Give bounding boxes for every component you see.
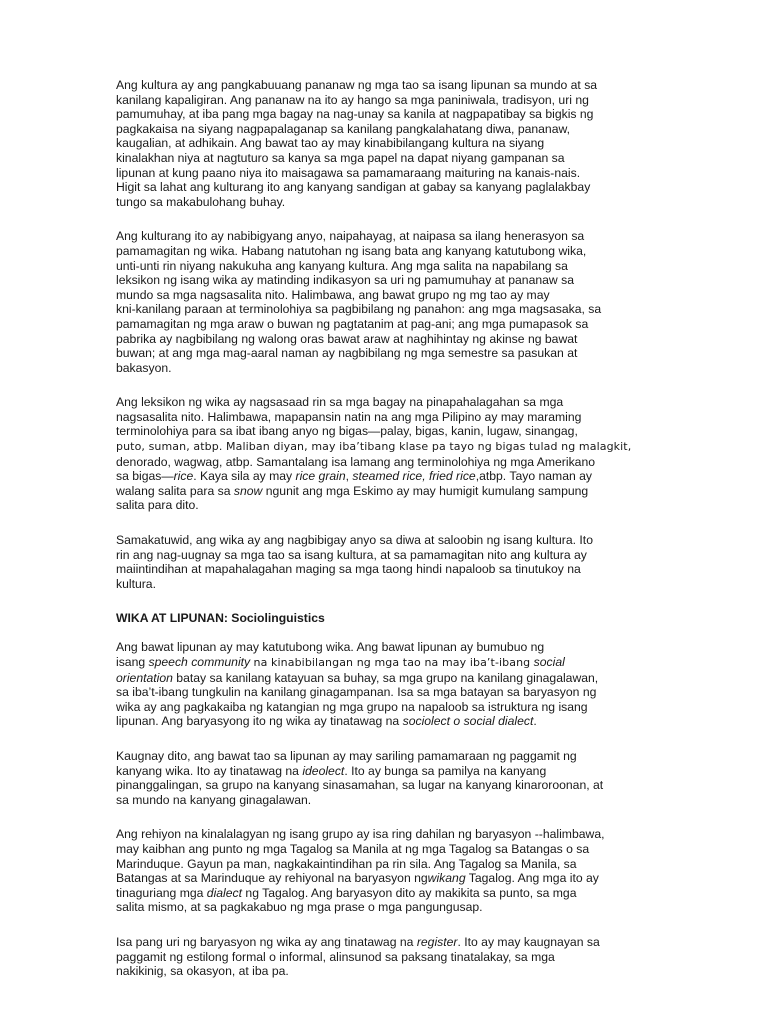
text-run: denorado, wagwag, atbp. Samantalang isa lamang ang terminolohiya ng mga Amerikano sa bigas— (116, 454, 595, 484)
italic-term: register (416, 934, 458, 949)
paragraph-rehiyon (116, 827, 658, 915)
text-run: ngunit ang mga Eskimo ay may humigit kumulang sampung salita para dito. (116, 483, 589, 513)
text-run: Isa pang uri ng baryasyon ng wika ay ang tinatawag na (116, 934, 417, 949)
paragraph-lipunan (116, 640, 658, 729)
italic-term: wikang (427, 871, 466, 886)
text-run: Ang rehiyon na kinalalagyan ng isang grupo ay isa ring dahilan ng baryasyon --halimbawa, may kaibhan ang punto ng mga Tagalog sa Manila at ng mga Tagalog sa Batangas o sa Marinduque. Gayun pa man, nagkakaintindihan pa rin sila. Ang Tagalog sa Manila, sa Batangas at sa Marinduque ay rehiyonal na baryasyon ng (116, 827, 605, 886)
text-run: batay sa kanilang katayuan sa buhay, sa mga grupo na kanilang ginagalawan, sa iba’t-ibang tungkulin na kanilang ginagampanan. Isa sa mga batayan sa baryasyon ng wika ay ang pagkakaiba ng katangian ng mga grupo na napaloob sa istruktura ng isang lipunan. Ang baryasyong ito ng wika ay tinatawag na (116, 670, 599, 729)
text-run: , (345, 469, 353, 484)
text-run: Kaugnay dito, ang bawat tao sa lipunan ay may sariling pamamaraan ng paggamit ng kanyang wika. Ito ay tinatawag na (116, 748, 577, 778)
paragraph-samakatuwid: Samakatuwid, ang wika ay ang nagbibigay anyo sa diwa at saloobin ng isang kultura. Ito rin ang nag-uugnay sa mga tao sa isang kultura, at sa pamamagitan nito ang kultura ay maiintindihan at mapahalagahan maging sa mga taong hindi napaloob sa tinutukoy na kultura. (116, 533, 593, 591)
text-run: ng Tagalog. Ang baryasyon dito ay makikita sa punto, sa mga salita mismo, at sa pagkakabuo ng mga prase o mga pangungusap. (116, 885, 577, 915)
text-run: . Ito ay may kaugnayan sa paggamit ng estilong formal o informal, alinsunod sa paksang tinatalakay, sa mga nakikinig, sa okasyon, at iba pa. (116, 934, 600, 979)
italic-term: social orientation (116, 655, 565, 685)
italic-term: speech community (148, 655, 251, 669)
italic-term: dialect (206, 885, 243, 900)
text-run: . Ito ay bunga sa pamilya na kanyang pinanggalingan, sa grupo na kanyang sinasamahan, sa lugar na kanyang kinaroroonan, at sa mundo na kanyang ginagalawan. (116, 763, 604, 807)
italic-term: sociolect o social dialect (402, 714, 534, 729)
italic-term: rice grain (295, 469, 346, 484)
paragraph-ideolect (116, 749, 658, 807)
italic-term: ideolect (302, 763, 345, 778)
text-run: Ang bawat lipunan ay may katutubong wika. Ang bawat lipunan ay bumubuo ng isang (116, 640, 545, 669)
text-run-alt-font: na kinabibilangan ng mga tao na may iba’t-ibang (253, 656, 531, 669)
text-run: . Kaya sila ay may (193, 469, 296, 484)
italic-term: rice (173, 469, 194, 484)
paragraph-leksikon (116, 395, 658, 513)
paragraph-register (116, 935, 658, 979)
paragraph-wika-kultura: Ang kulturang ito ay nabibigyang anyo, naipahayag, at naipasa sa ilang henerasyon sa pamamagitan ng wika. Habang natutohan ng isang bata ang kanyang katutubong wika, unti-unti rin niyang nakukuha ang kanyang kultura. Ang mga salita na napabilang sa leksikon ng isang wika ay matinding indikasyon sa uri ng pamumuhay at pananaw sa mundo sa mga nagsasalita nito. Halimbawa, ang bawat grupo ng mg tao ay may kni-kanilang paraan at terminolohiya sa pagbibilang ng panahon: ang mga magsasaka, sa pamamagitan ng mga araw o buwan ng pagtatanim at pag-ani; ang mga pumapasok sa pabrika ay nagbibilang ng walong oras bawat araw at naghihintay ng akinse ng bawat buwan; at ang mga mag-aaral naman ay nagbibilang ng mga semestre sa pasukan at bakasyon. (116, 229, 602, 375)
section-heading: WIKA AT LIPUNAN: Sociolinguistics (116, 611, 325, 626)
italic-term: snow (233, 483, 263, 498)
text-run: Ang leksikon ng wika ay nagsasaad rin sa mga bagay na pinapahalagahan sa mga nagsasalita nito. Halimbawa, mapapansin natin na ang mga Pilipino ay may maraming terminolohiya para sa ibat ibang anyo ng bigas—palay, bigas, kanin, lugaw, sinangag, (116, 395, 582, 439)
italic-term: steamed rice, fried rice (352, 469, 476, 484)
text-run: Tagalog. Ang mga ito ay tinaguriang mga (116, 871, 599, 900)
text-run: . (533, 714, 537, 729)
text-run: ,atbp. Tayo naman ay walang salita para sa (116, 469, 593, 498)
text-run-alt-font: puto, suman, atbp. Maliban diyan, may iba’tibang klase pa tayo ng bigas tulad ng malagkit, (116, 440, 632, 454)
paragraph-kultura: Ang kultura ay ang pangkabuuang pananaw ng mga tao sa isang lipunan sa mundo at sa kanilang kapaligiran. Ang pananaw na ito ay hango sa mga paniniwala, tradisyon, uri ng pamumuhay, at iba pang mga bagay na nag-unay sa kanila at nagpapatibay sa bigkis ng pagkakaisa na siyang nagpapalaganap sa kanilang pangkalahatang diwa, pananaw, kaugalian, at adhikain. Ang bawat tao ay may kinabibilangang kultura na siyang kinalakhan niya at nagtuturo sa kanya sa mga papel na dapat niyang gampanan sa lipunan at kung paano niya ito maisagawa sa pamamaraang maituring na kanais-nais. Higit sa lahat ang kulturang ito ang kanyang sandigan at gabay sa kanyang paglalakbay tungo sa makabulohang buhay. (116, 78, 598, 209)
